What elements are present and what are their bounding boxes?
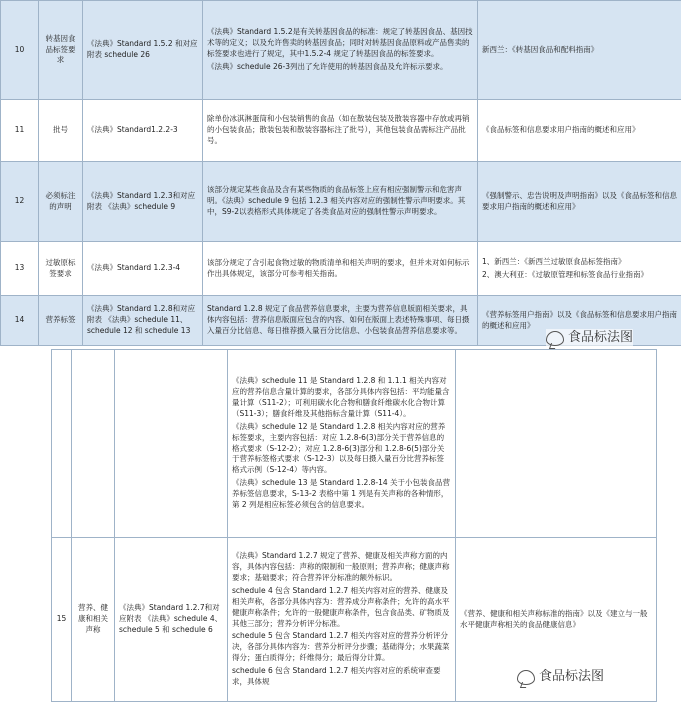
standards-table-bottom	[51, 349, 657, 702]
table-row	[1, 100, 681, 162]
row-content	[203, 162, 478, 242]
content-paragraph: 该部分规定了含引起食物过敏的物质清单和相关声明的要求，但并未对如何标示作出具体规定，该部分可参考相关指南。	[207, 257, 470, 278]
row-content	[203, 296, 478, 346]
row-number: 11	[1, 100, 39, 162]
row-guide: 《营养标签用户指南》以及《食品标签和信息要求用户指南的概述和应用》	[478, 296, 681, 346]
row-guide: 《营养、健康和相关声称标准的指南》以及《建立与一般水平健康声称相关的食品健康信息》	[456, 538, 657, 702]
row-law: 《法典》Standard 1.2.3-4	[83, 242, 203, 296]
row-content	[228, 538, 456, 702]
row-guide: 新西兰：《转基因食品和配料指南》	[478, 1, 681, 100]
row-content	[203, 1, 478, 100]
row-guide: 《食品标签和信息要求用户指南的概述和应用》	[478, 100, 681, 162]
row-law: 《法典》Standard 1.5.2 和对应附表 schedule 26	[83, 1, 203, 100]
row-law: 《法典》Standard 1.2.8和对应附表 《法典》schedule 11、schedule 12 和 schedule 13	[83, 296, 203, 346]
table-row	[1, 162, 681, 242]
wechat-icon	[546, 331, 564, 346]
content-paragraph: 《法典》schedule 12 是 Standard 1.2.8 相关内容对应的营养标签要求，主要内容包括：对应 1.2.8-6(3)部分关于营养信息的格式要求（S-12-2）；对应 1.2.8-6(3)部分和 1.2.8-6(5)部分关于营养标签格式要求（S-12-3）以及每日摄入量百分比营养标签格式示例（S-12-4）等内容。	[232, 421, 446, 475]
watermark-text: 食品标法图	[568, 330, 634, 345]
row-law: 《法典》Standard 1.2.3和对应附表 《法典》schedule 9	[83, 162, 203, 242]
row-number: 15	[52, 538, 72, 702]
guide-list-item: 2、澳大利亚：《过敏原管理和标签食品行业指南》	[482, 269, 649, 279]
table-row-continued	[52, 350, 657, 538]
content-paragraph: 《法典》schedule 13 是 Standard 1.2.8-14 关于小包装食品营养标签信息要求，S-13-2 表格中第 1 列是有关声称的各种情形，第 2 列是相应标签必须包含的信息要求。	[232, 478, 451, 509]
content-paragraph: schedule 6 包含 Standard 1.2.7 相关内容对应的系统审查要求，具体规	[232, 666, 441, 686]
row-item: 必须标注的声明	[39, 162, 83, 242]
table-row	[1, 242, 681, 296]
row-content	[228, 350, 456, 538]
content-paragraph: 《法典》schedule 11 是 Standard 1.2.8 和 1.1.1 相关内容对应的营养信息含量计算的要求，各部分具体内容包括：平均能量含量计算（S11-2）；可利用碳水化合物和膳食纤维碳水化合物计算（S11-3）；膳食纤维及其他指标含量计算（S11-4）。	[232, 376, 450, 418]
content-paragraph: 《法典》schedule 26-3列出了允许使用的转基因食品及允许标示要求。	[207, 61, 448, 71]
watermark-text: 食品标法图	[539, 669, 605, 684]
watermark-bottom	[517, 668, 604, 687]
standards-table-top	[0, 0, 681, 346]
row-number: 10	[1, 1, 39, 100]
content-paragraph: schedule 5 包含 Standard 1.2.7 相关内容对应的营养分析评分决，各部分具体内容为：营养分析评分步骤；基础得分；水果蔬菜得分；蛋白质得分；纤维得分；最后得分计算。	[232, 631, 450, 663]
content-paragraph: 《法典》Standard 1.2.7 规定了营养、健康及相关声称方面的内容，具体内容包括：声称的限制和一般原则；营养声称；健康声称要求；基础要求；符合营养评分标准的额外标识。	[232, 551, 450, 582]
row-guide: 《强制警示、忠告说明及声明指南》以及《食品标签和信息要求用户指南的概述和应用》	[478, 162, 681, 242]
row-guide	[478, 242, 681, 296]
content-paragraph: schedule 4 包含 Standard 1.2.7 相关内容对应的营养、健康及相关声称，各部分具体内容为：营养成分声称条件；允许的高水平健康声称条件；允许的一般健康声称条件，包含食品类、矿物质及其他三部分；营养分析评分标准。	[232, 585, 450, 628]
guide-list-item: 1、新西兰：《新西兰过敏原食品标签指南》	[482, 256, 626, 266]
row-law: 《法典》Standard 1.2.7和对应附表 《法典》schedule 4、schedule 5 和 schedule 6	[115, 538, 228, 702]
wechat-icon	[517, 670, 535, 685]
row-item: 过敏原标签要求	[39, 242, 83, 296]
row-number: 14	[1, 296, 39, 346]
row-content	[203, 100, 478, 162]
row-content	[203, 242, 478, 296]
content-paragraph: Standard 1.2.8 规定了食品营养信息要求，主要为营养信息版面相关要求，具体内容包括：营养信息版面应包含的内容、如何在版面上表述特殊事项、每日摄入量百分比信息、每日推荐摄入量百分比信息、小包装食品营养信息要求等。	[207, 304, 470, 335]
content-paragraph: 该部分规定某些食品及含有某些物质的食品标签上应有相应强制警示和危害声明。《法典》schedule 9 包括 1.2.3 相关内容对应的强制性警示声明要求。其中，S9-2以表格形式具体规定了各类食品对应的强制性警示声明要求。	[207, 185, 466, 216]
content-paragraph: 《法典》Standard 1.5.2是有关转基因食品的标准：规定了转基因食品、基因技术等的定义；以及允许售卖的转基因食品；同时对转基因食品原料或产品售卖的标签要求也进行了规定，其中1.5.2-4 规定了转基因食品的标签要求。	[207, 27, 473, 58]
row-law: 《法典》Standard1.2.2-3	[83, 100, 203, 162]
row-number: 13	[1, 242, 39, 296]
row-item: 转基因食品标签要求	[39, 1, 83, 100]
content-paragraph: 除单份冰淇淋蛋筒和小包装销售的食品（如在散装包装及散装容器中存放或再销的小包装食品；散装包装和散装容器标注了批号），其他包装食品需标注产品批号。	[207, 114, 470, 145]
row-number: 12	[1, 162, 39, 242]
table-row	[1, 1, 681, 100]
row-item: 营养、健康和相关声称	[72, 538, 115, 702]
row-item: 营养标签	[39, 296, 83, 346]
watermark-top	[546, 329, 633, 348]
row-item: 批号	[39, 100, 83, 162]
